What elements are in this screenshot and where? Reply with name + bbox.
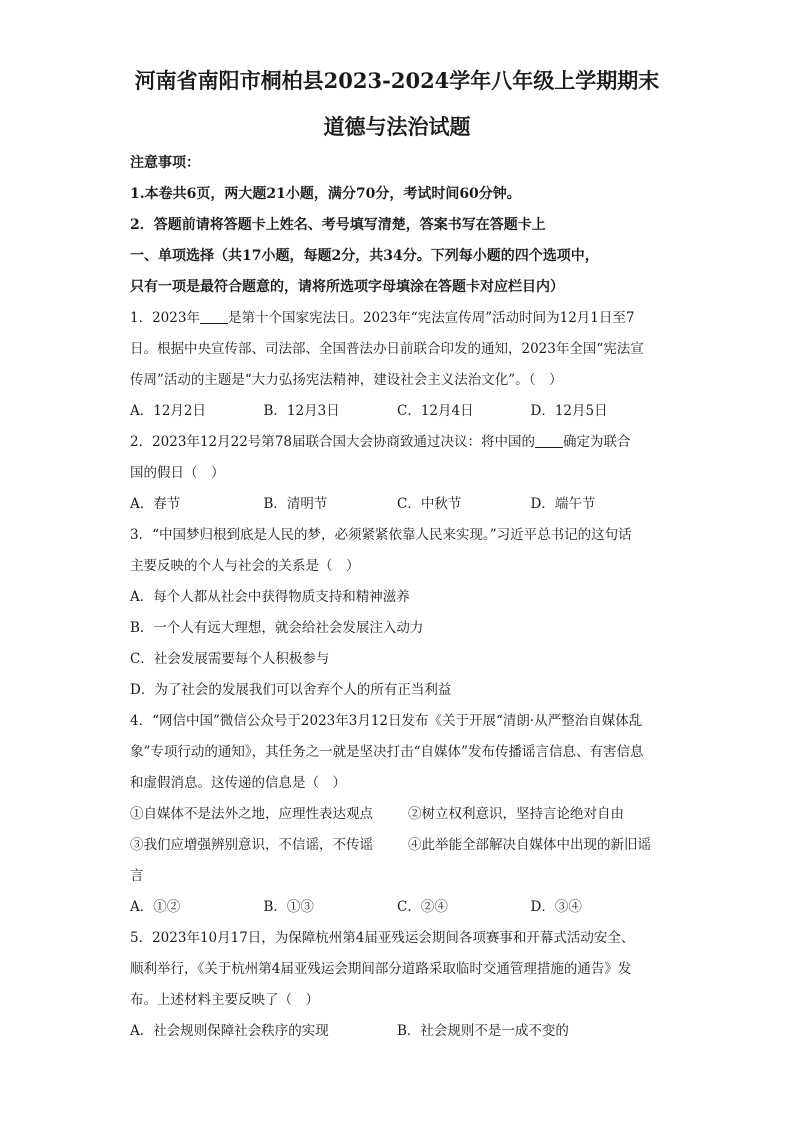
option-c: C．社会发展需要每个人积极参与 [130, 651, 330, 667]
section-heading-line1: 一、单项选择（共17小题，每题2分，共34分。下列每小题的四个选项中， [130, 248, 599, 264]
question-5-line3: 布。上述材料主要反映了（ ） [130, 992, 319, 1008]
option-a: A．12月2日 [130, 403, 207, 419]
option-d: D．为了社会的发展我们可以舍弃个人的所有正当利益 [130, 682, 452, 698]
question-4-line3: 和虚假消息。这传递的信息是（ ） [130, 775, 346, 791]
statement-row-2 [130, 830, 664, 861]
question-1-line1: 1．2023年 是第十个国家宪法日。2023年“宪法宣传周”活动时间为12月1日至7 [130, 303, 664, 334]
answer-blank [200, 305, 228, 324]
option-c: C．②④ [397, 899, 448, 915]
option-b: B．12月3日 [263, 403, 340, 419]
notes-heading: 注意事项： [130, 155, 200, 171]
section-heading-line2: 只有一项是最符合题意的，请将所选项字母填涂在答题卡对应栏目内） [130, 279, 564, 295]
note-item-1: 1.本卷共6页，两大题21小题，满分70分，考试时间60分钟。 [130, 186, 521, 202]
option-b: B．一个人有远大理想，就会给社会发展注入动力 [130, 620, 424, 636]
statement-row-1 [130, 799, 664, 830]
question-5-line1: 5．2023年10月17日，为保障杭州第4届亚残运会期间各项赛事和开幕式活动安全、 [130, 930, 635, 946]
question-1-line2: 日。根据中央宣传部、司法部、全国普法办日前联合印发的通知，2023年全国“宪法宣 [130, 341, 644, 357]
statement-2: ②树立权利意识，坚持言论绝对自由 [408, 806, 624, 822]
option-d: D．③④ [530, 899, 582, 915]
question-4-options [130, 892, 664, 923]
option-a: A．春节 [130, 496, 181, 512]
option-c: C．12月4日 [397, 403, 474, 419]
question-3-line2: 主要反映的个人与社会的关系是（ ） [130, 558, 360, 574]
statement-1: ①自媒体不是法外之地，应理性表达观点 [130, 806, 373, 822]
question-4-line1: 4．“网信中国”微信公众号于2023年3月12日发布《关于开展“清朗·从严整治自媒体乱 [130, 713, 643, 729]
note-item-2: 2．答题前请将答题卡上姓名、考号填写清楚，答案书写在答题卡上 [130, 217, 546, 233]
question-1-line3: 传周”活动的主题是“大力弘扬宪法精神，建设社会主义法治文化”。（ ） [130, 372, 563, 388]
question-5-line2: 顺利举行，《关于杭州第4届亚残运会期间部分道路采取临时交通管理措施的通告》发 [130, 961, 632, 977]
answer-blank [535, 429, 563, 448]
question-3-line1: 3．“中国梦归根到底是人民的梦，必须紧紧依靠人民来实现。”习近平总书记的这句话 [130, 527, 632, 543]
exam-content [130, 148, 664, 1047]
statement-3: ③我们应增强辨别意识，不信谣，不传谣 [130, 837, 373, 853]
option-b: B．清明节 [263, 496, 328, 512]
option-b: B．①③ [263, 899, 314, 915]
question-2-line2: 国的假日（ ） [130, 465, 225, 481]
statement-4: ④此举能全部解决自媒体中出现的新旧谣 [408, 837, 651, 853]
exam-title-line1: 河南省南阳市桐柏县2023-2024学年八年级上学期期末 [134, 68, 660, 93]
option-d: D．12月5日 [530, 403, 608, 419]
option-c: C．中秋节 [397, 496, 462, 512]
statement-4-continued: 言 [130, 868, 144, 884]
exam-title-line2: 道德与法治试题 [323, 114, 471, 139]
question-2-line1: 2．2023年12月22号第78届联合国大会协商致通过决议：将中国的 确定为联合 [130, 427, 664, 458]
question-1-options [130, 396, 664, 427]
option-a: A．社会规则保障社会秩序的实现 [130, 1023, 329, 1039]
option-a: A．每个人都从社会中获得物质支持和精神滋养 [130, 589, 410, 605]
question-5-options [130, 1016, 664, 1047]
question-2-options [130, 489, 664, 520]
option-b: B．社会规则不是一成不变的 [397, 1023, 569, 1039]
option-d: D．端午节 [530, 496, 596, 512]
question-4-line2: 象”专项行动的通知》，其任务之一就是坚决打击“自媒体”发布传播谣言信息、有害信息 [130, 744, 644, 760]
option-a: A．①② [130, 899, 181, 915]
